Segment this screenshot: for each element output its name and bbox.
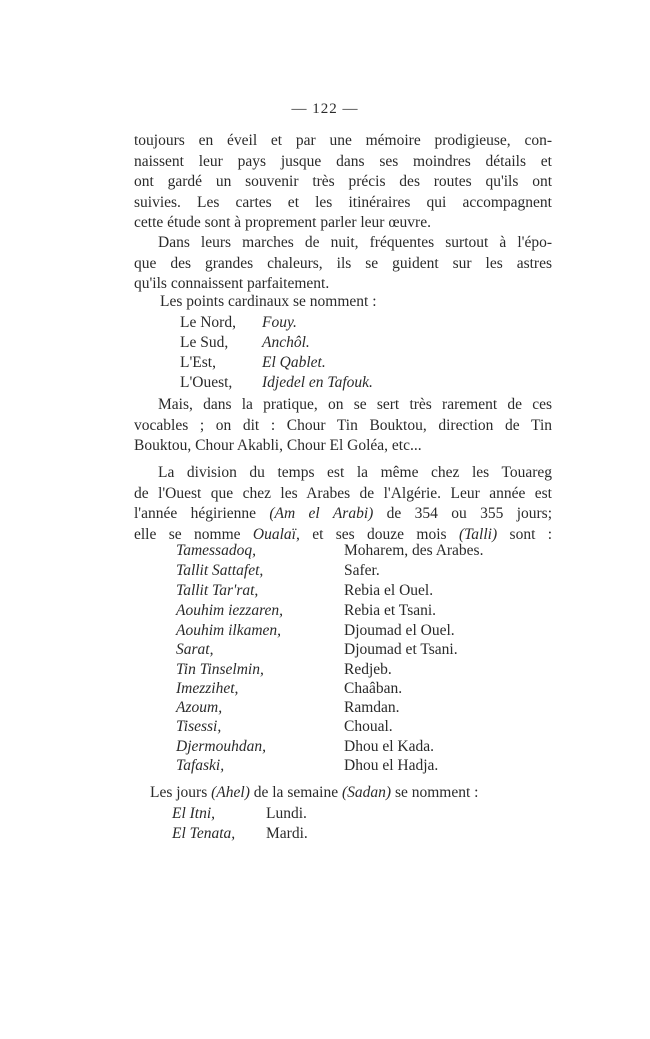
month-arabic: Ramdan. [344,699,400,716]
month-tuareg: Tafaski, [176,757,225,774]
month-tuareg: Sarat, [176,641,214,658]
month-arabic: Moharem, des Arabes. [344,542,484,559]
cardinal-tg: Fouy. [262,314,297,331]
cardinal-fr: Le Sud, [180,334,229,351]
month-tuareg: Tamessadoq, [176,542,256,559]
month-arabic: Dhou el Hadja. [344,757,439,774]
days-intro: Les jours (Ahel) de la semaine (Sadan) se nomment : [150,784,479,801]
month-tuareg: Djermouhdan, [176,738,266,755]
month-arabic: Dhou el Kada. [344,738,434,755]
month-tuareg: Azoum, [176,699,223,716]
text-line: naissent leur pays jusque dans ses moindres détails et [134,152,552,170]
month-tuareg: Tallit Sattafet, [176,562,264,579]
text-line: cette étude sont à proprement parler leur œuvre. [134,214,431,232]
cardinal-fr: L'Est, [180,354,216,371]
page-number: — 122 — [291,101,359,117]
cardinal-tg: El Qablet. [262,354,326,371]
month-tuareg: Aouhim iezzaren, [176,602,284,619]
month-tuareg: Tallit Tar'rat, [176,582,259,599]
day-french: Mardi. [266,825,308,842]
text-line: suivies. Les cartes et les itinéraires qui accompagnent [134,193,552,211]
month-tuareg: Aouhim ilkamen, [176,622,282,639]
paragraph-time-division [134,463,552,545]
paragraph-intro [134,131,552,234]
paragraph-practice [134,395,552,457]
text-line: vocables ; on dit : Chour Tin Bouktou, direction de Tin [134,416,552,434]
text-line: l'année hégirienne (Am el Arabi) de 354 ou 355 jours; [134,505,553,523]
day-french: Lundi. [266,805,307,822]
cardinal-tg: Idjedel en Tafouk. [262,374,373,391]
cardinal-fr: Le Nord, [180,314,236,331]
cardinal-tg: Anchôl. [262,334,310,351]
month-arabic: Djoumad el Ouel. [344,622,455,639]
text-line: que des grandes chaleurs, ils se guident sur les astres [134,254,552,272]
month-arabic: Safer. [344,562,380,579]
text-line: ont gardé un souvenir très précis des routes qu'ils ont [134,173,552,191]
month-arabic: Chaâban. [344,680,403,697]
text-line: Bouktou, Chour Akabli, Chour El Goléa, etc... [134,437,422,455]
paragraph-night-marches [134,233,552,295]
text-line: de l'Ouest que chez les Arabes de l'Algérie. Leur année est [134,484,552,502]
month-tuareg: Imezzihet, [176,680,239,697]
text-line: La division du temps est la même chez les Touareg [158,464,552,481]
month-arabic: Djoumad et Tsani. [344,641,458,658]
text-line: Mais, dans la pratique, on se sert très rarement de ces [158,396,552,413]
month-arabic: Choual. [344,718,393,735]
cardinal-fr: L'Ouest, [180,374,233,391]
text-line: elle se nomme Oualaï, et ses douze mois (Talli) sont : [134,525,553,543]
text-line: qu'ils connaissent parfaitement. [134,275,330,293]
text-line: toujours en éveil et par une mémoire prodigieuse, con- [134,132,552,149]
cardinal-intro: Les points cardinaux se nomment : [160,293,377,310]
month-tuareg: Tin Tinselmin, [176,661,264,678]
month-arabic: Rebia et Tsani. [344,602,437,619]
text-line: Dans leurs marches de nuit, fréquentes surtout à l'épo- [158,234,552,251]
month-arabic: Redjeb. [344,661,392,678]
day-tuareg: El Itni, [172,805,216,822]
month-tuareg: Tisessi, [176,718,222,735]
month-arabic: Rebia el Ouel. [344,582,434,599]
day-tuareg: El Tenata, [172,825,236,842]
